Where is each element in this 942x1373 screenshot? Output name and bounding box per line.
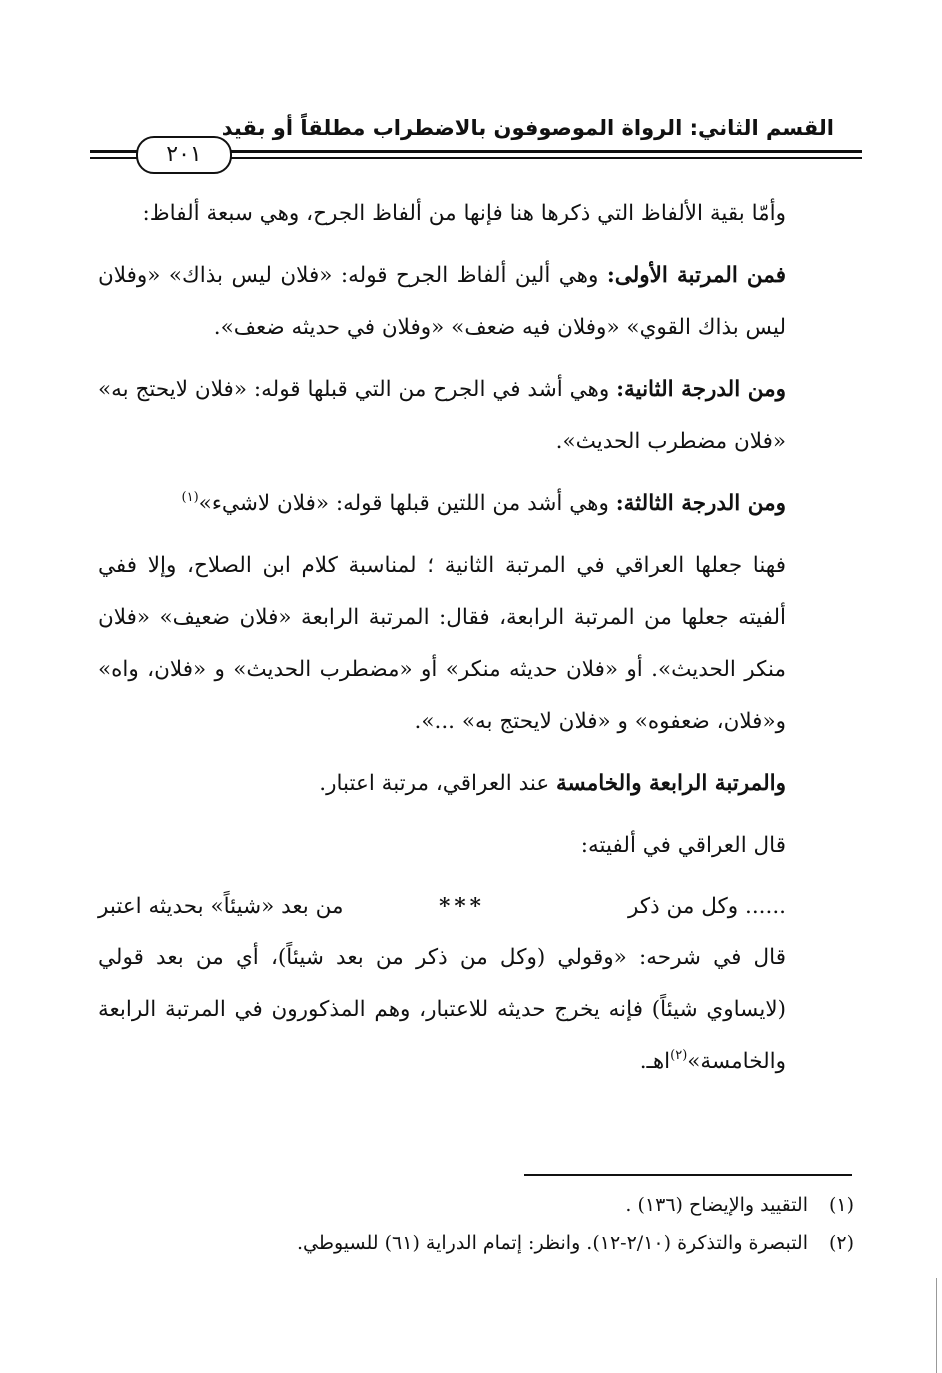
footnote-number: (١) (828, 1194, 854, 1216)
running-header: القسم الثاني: الرواة الموصوفون بالاضطراب مطلقاً أو بقيد (221, 116, 834, 140)
main-text (98, 188, 834, 1088)
paragraph-first-rank (98, 250, 834, 354)
paragraph-fourth-fifth-rank (98, 758, 834, 810)
paragraph-alfiyya-note: فهنا جعلها العراقي في المرتبة الثانية ؛ لمناسبة كلام ابن الصلاح، وإلا ففي ألفيته جعلها من المرتبة الرابعة، فقال: المرتبة الرابعة «فلان ضعيف» «فلان منكر الحديث». أو «فلان حديثه منكر» أو «مضطرب الحديث» و «فلان، واه» و«فلان، ضعفوه» و «فلان لايحتج به» ...». (98, 553, 786, 734)
rank-heading-second: ومن الدرجة الثانية: (616, 377, 786, 402)
footnotes (94, 1186, 854, 1262)
poem-second-hemistich: من بعد «شيئاً» بحديثه اعتبر (98, 893, 344, 919)
rank-heading-fourth-fifth: والمرتبة الرابعة والخامسة (556, 771, 786, 796)
commentary-end: اهـ. (639, 1049, 671, 1074)
footnote-text: التبصرة والتذكرة (٢/١٠-١٢). وانظر: إتمام الدراية (٦١) للسيوطي. (296, 1232, 808, 1254)
scan-edge-line (936, 1278, 937, 1373)
rank-heading-third: ومن الدرجة الثالثة: (615, 491, 786, 516)
header-rule-thin (224, 157, 862, 159)
footnote-item (94, 1186, 854, 1224)
footnote-ref-1: (١) (181, 490, 199, 505)
paragraph-commentary (98, 932, 834, 1088)
header-rule-left-thick (90, 150, 140, 153)
rank-text-second: وهي أشد في الجرح من التي قبلها قوله: «فلان لايحتج به» «فلان مضطرب الحديث». (98, 377, 786, 454)
header-rule-left-thin (90, 157, 140, 159)
footnote-number: (٢) (828, 1232, 854, 1254)
paragraph-third-rank (98, 478, 834, 530)
header-rule-thick (224, 150, 862, 153)
poem-first-hemistich: ...... وكل من ذكر (628, 893, 786, 919)
footnote-item (94, 1224, 854, 1262)
poem-verse (98, 880, 834, 932)
rank-text-third: وهي أشد من اللتين قبلها قوله: «فلان لاشيء» (198, 491, 616, 516)
paragraph-poem-intro: قال العراقي في ألفيته: (580, 833, 786, 858)
paragraph-intro: وأمّا بقية الألفاظ التي ذكرها هنا فإنها من ألفاظ الجرح، وهي سبعة ألفاظ: (142, 201, 786, 226)
footnote-ref-2: (٢) (670, 1048, 688, 1063)
commentary-text: قال في شرحه: «وقولي (وكل من ذكر من بعد شيئاً)، أي من بعد قولي (لايساوي شيئاً) فإنه يخرج حديثه للاعتبار، وهم المذكورون في المرتبة الرابعة والخامسة» (98, 945, 786, 1074)
rank-heading-first: فمن المرتبة الأولى: (606, 263, 786, 288)
paragraph-second-rank (98, 364, 834, 468)
footnote-text: التقييد والإيضاح (١٣٦) . (625, 1194, 808, 1216)
poem-separator: *** (439, 893, 485, 919)
rank-text-first: وهي ألين ألفاظ الجرح قوله: «فلان ليس بذاك» «وفلان ليس بذاك القوي» «وفلان فيه ضعف» «وفلان في حديثه ضعف». (98, 263, 786, 340)
footnote-separator (524, 1174, 852, 1176)
page-number: ٢٠١ (136, 136, 232, 174)
rank-text-fourth-fifth: عند العراقي، مرتبة اعتبار. (319, 771, 557, 796)
